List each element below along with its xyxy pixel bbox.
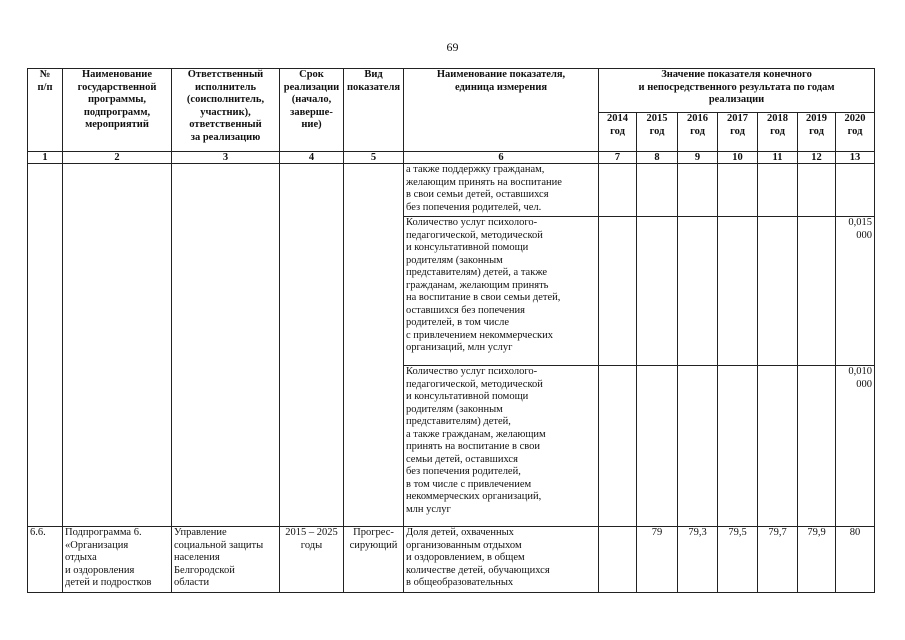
cell-period-continued: [280, 164, 344, 527]
value-cell: [599, 164, 637, 217]
value-cell: [678, 164, 718, 217]
value-cell: [718, 366, 758, 527]
cell-executor-continued: [172, 164, 280, 527]
header-period: Срок реализации (начало, заверше- ние): [280, 69, 344, 152]
value-cell: [798, 366, 836, 527]
column-number: 13: [836, 152, 875, 164]
executor-cell: Управление социальной защиты населения Белгородской области: [172, 527, 280, 593]
value-cell: [637, 164, 678, 217]
indicator-name-cell: Доля детей, охваченных организованным отдыхом и оздоровлением, в общем количестве детей, обучающихся в общеобразовательных: [404, 527, 599, 593]
header-year: 2019 год: [798, 113, 836, 152]
indicator-type-cell: Прогрес- сирующий: [344, 527, 404, 593]
value-cell: 0,015 000: [836, 217, 875, 366]
value-cell: [599, 217, 637, 366]
column-number: 5: [344, 152, 404, 164]
indicator-name-cell: Количество услуг психолого- педагогической, методической и консультативной помощи родителям (законным представителям) детей, а также гражданам, желающим принять на воспитание в свои семьи детей, оставшихся без попечения родителей, в том числе с привлечением некоммерческих организаций, млн услуг: [404, 366, 599, 527]
value-cell: [836, 164, 875, 217]
value-cell: [758, 164, 798, 217]
cell-type-continued: [344, 164, 404, 527]
column-number: 6: [404, 152, 599, 164]
cell-number-continued: [28, 164, 63, 527]
header-program-name: Наименование государственной программы, подпрограмм, мероприятий: [63, 69, 172, 152]
column-number: 12: [798, 152, 836, 164]
indicator-name-cell: а также поддержку гражданам, желающим принять на воспитание в свои семьи детей, оставшихся без попечения родителей, чел.: [404, 164, 599, 217]
period-cell: 2015 – 2025 годы: [280, 527, 344, 593]
header-year: 2017 год: [718, 113, 758, 152]
value-cell: 79,5: [718, 527, 758, 593]
indicator-name-cell: Количество услуг психолого- педагогической, методической и консультативной помощи родителям (законным представителям) детей, а также гражданам, желающим принять на воспитание в свои семьи детей, оставшихся без попечения родителей, в том числе с привлечением некоммерческих организаций, млн услуг: [404, 217, 599, 366]
cell-program-continued: [63, 164, 172, 527]
column-number: 2: [63, 152, 172, 164]
value-cell: [758, 366, 798, 527]
header-values-group: Значение показателя конечного и непосредственного результата по годам реализации: [599, 69, 875, 113]
column-number: 7: [599, 152, 637, 164]
column-number: 8: [637, 152, 678, 164]
column-number: 10: [718, 152, 758, 164]
value-cell: [718, 164, 758, 217]
value-cell: 79,3: [678, 527, 718, 593]
table-row: [28, 164, 875, 217]
header-year: 2015 год: [637, 113, 678, 152]
header-number: № п/п: [28, 69, 63, 152]
value-cell: [599, 366, 637, 527]
value-cell: [798, 164, 836, 217]
column-number: 4: [280, 152, 344, 164]
header-executor: Ответственный исполнитель (соисполнитель, участник), ответственный за реализацию: [172, 69, 280, 152]
value-cell: [637, 217, 678, 366]
header-year: 2014 год: [599, 113, 637, 152]
row-number-cell: 6.6.: [28, 527, 63, 593]
value-cell: [798, 217, 836, 366]
column-numbers-row: [28, 152, 875, 164]
value-cell: [718, 217, 758, 366]
value-cell: 0,010 000: [836, 366, 875, 527]
table-row: [28, 527, 875, 593]
header-indicator-name: Наименование показателя, единица измерения: [404, 69, 599, 152]
header-indicator-type: Вид показателя: [344, 69, 404, 152]
column-number: 1: [28, 152, 63, 164]
value-cell: [678, 366, 718, 527]
value-cell: 79,9: [798, 527, 836, 593]
value-cell: 80: [836, 527, 875, 593]
value-cell: [637, 366, 678, 527]
header-year: 2020 год: [836, 113, 875, 152]
header-year: 2018 год: [758, 113, 798, 152]
value-cell: [758, 217, 798, 366]
column-number: 11: [758, 152, 798, 164]
value-cell: 79,7: [758, 527, 798, 593]
indicators-table: [27, 68, 875, 593]
page-number: 69: [446, 40, 459, 54]
value-cell: [599, 527, 637, 593]
value-cell: [678, 217, 718, 366]
column-number: 3: [172, 152, 280, 164]
value-cell: 79: [637, 527, 678, 593]
header-year: 2016 год: [678, 113, 718, 152]
column-number: 9: [678, 152, 718, 164]
program-name-cell: Подпрограмма 6. «Организация отдыха и оздоровления детей и подростков: [63, 527, 172, 593]
